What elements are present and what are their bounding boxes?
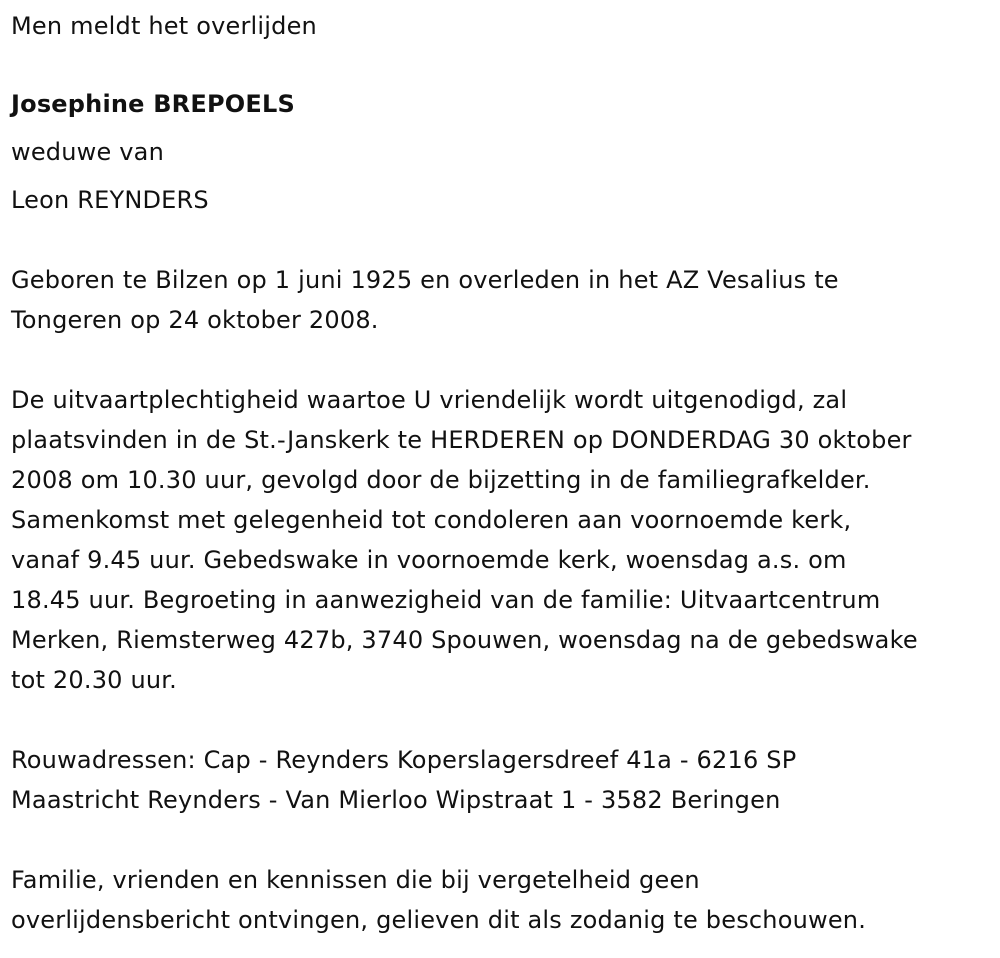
paragraph-line: De uitvaartplechtigheid waartoe U vriendelijk wordt uitgenodigd, zal: [11, 386, 848, 414]
paragraph-line: Merken, Riemsterweg 427b, 3740 Spouwen, woensdag na de gebedswake: [11, 626, 918, 654]
paragraph-line: overlijdensbericht ontvingen, gelieven dit als zodanig te beschouwen.: [11, 906, 867, 934]
birth-death-paragraph: [11, 260, 991, 340]
deceased-name: Josephine BREPOELS: [11, 90, 295, 118]
ceremony-paragraph: [11, 380, 991, 700]
paragraph-line: Maastricht Reynders - Van Mierloo Wipstraat 1 - 3582 Beringen: [11, 786, 781, 814]
closing-paragraph: [11, 860, 991, 940]
paragraph-line: plaatsvinden in de St.-Janskerk te HERDEREN op DONDERDAG 30 oktober: [11, 426, 912, 454]
paragraph-line: Familie, vrienden en kennissen die bij vergetelheid geen: [11, 866, 700, 894]
death-notice: [11, 6, 991, 940]
paragraph-line: Tongeren op 24 oktober 2008.: [11, 306, 379, 334]
paragraph-line: Samenkomst met gelegenheid tot condoleren aan voornoemde kerk,: [11, 506, 852, 534]
paragraph-line: tot 20.30 uur.: [11, 666, 177, 694]
paragraph-line: Geboren te Bilzen op 1 juni 1925 en overleden in het AZ Vesalius te: [11, 266, 839, 294]
addresses-paragraph: [11, 740, 991, 820]
spouse-name: Leon REYNDERS: [11, 186, 209, 214]
paragraph-line: vanaf 9.45 uur. Gebedswake in voornoemde kerk, woensdag a.s. om: [11, 546, 847, 574]
notice-header: Men meldt het overlijden: [11, 12, 317, 40]
paragraph-line: 2008 om 10.30 uur, gevolgd door de bijzetting in de familiegrafkelder.: [11, 466, 871, 494]
paragraph-line: 18.45 uur. Begroeting in aanwezigheid van de familie: Uitvaartcentrum: [11, 586, 881, 614]
relation-label: weduwe van: [11, 138, 164, 166]
paragraph-line: Rouwadressen: Cap - Reynders Koperslagersdreef 41a - 6216 SP: [11, 746, 797, 774]
